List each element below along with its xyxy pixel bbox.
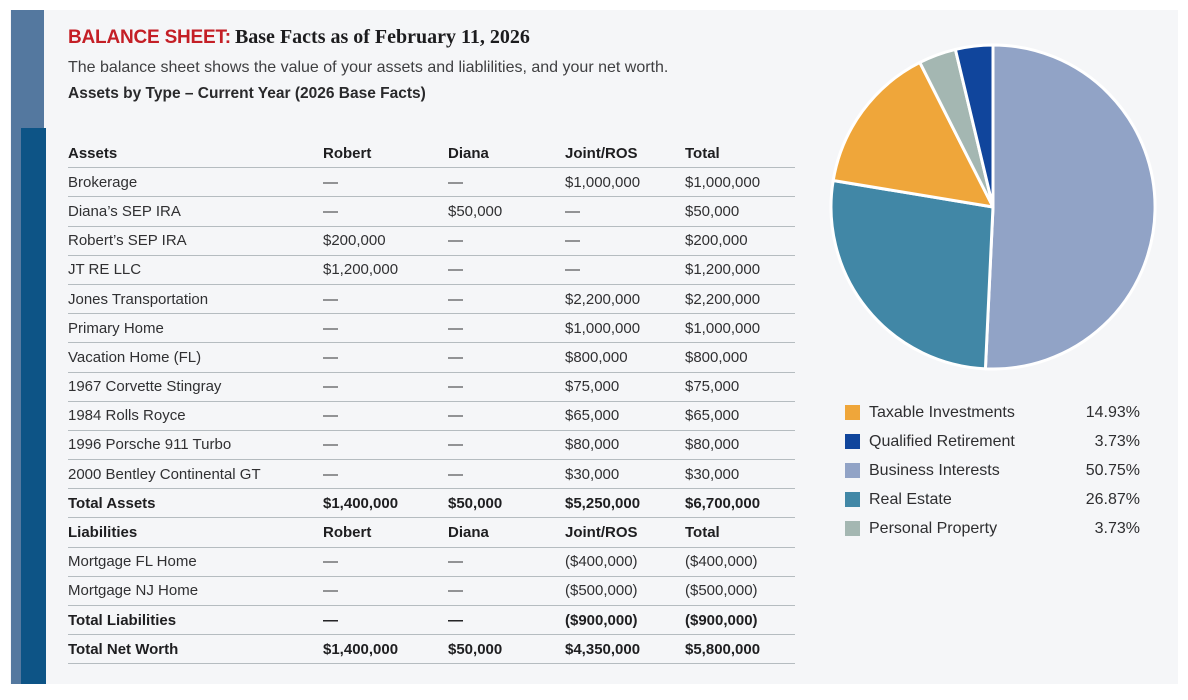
row-label-cell: Diana’s SEP IRA <box>68 197 323 226</box>
balance-table-body <box>68 139 795 664</box>
value-cell: $1,000,000 <box>565 314 685 343</box>
report-title-label: BALANCE SHEET: <box>68 27 231 48</box>
legend-percentage: 50.75% <box>1085 461 1140 479</box>
balance-table <box>68 139 795 664</box>
value-cell: ($500,000) <box>565 576 685 605</box>
legend-label: Personal Property <box>869 519 998 537</box>
value-cell: $1,400,000 <box>323 635 448 664</box>
row-label-cell: Mortgage FL Home <box>68 547 323 576</box>
value-cell: — <box>323 343 448 372</box>
value-cell: — <box>565 255 685 284</box>
report-title <box>68 26 530 49</box>
row-label-cell: Mortgage NJ Home <box>68 576 323 605</box>
value-cell: — <box>448 576 565 605</box>
value-cell: $50,000 <box>448 635 565 664</box>
value-cell: — <box>323 460 448 489</box>
value-cell: — <box>565 226 685 255</box>
row-label-cell: Total Net Worth <box>68 635 323 664</box>
table-row <box>68 576 795 605</box>
legend-swatch-icon <box>845 434 860 449</box>
value-cell: — <box>323 314 448 343</box>
row-label-cell: Jones Transportation <box>68 284 323 313</box>
value-cell: $75,000 <box>685 372 795 401</box>
value-cell: $1,000,000 <box>685 314 795 343</box>
legend-swatch-icon <box>845 521 860 536</box>
value-cell: — <box>448 314 565 343</box>
report-title-text: Base Facts as of February 11, 2026 <box>234 26 530 48</box>
table-row <box>68 430 795 459</box>
value-cell: $1,000,000 <box>565 168 685 197</box>
table-row <box>68 606 795 635</box>
column-header-cell: Joint/ROS <box>565 139 685 168</box>
row-label-cell: 1967 Corvette Stingray <box>68 372 323 401</box>
column-header-cell: Total <box>685 139 795 168</box>
value-cell: $4,350,000 <box>565 635 685 664</box>
pie-legend <box>845 398 1140 543</box>
value-cell: ($900,000) <box>565 606 685 635</box>
value-cell: — <box>448 168 565 197</box>
value-cell: $5,800,000 <box>685 635 795 664</box>
row-label-cell: Liabilities <box>68 518 323 547</box>
legend-percentage: 3.73% <box>1094 519 1140 537</box>
table-row <box>68 489 795 518</box>
legend-label: Business Interests <box>869 461 1000 479</box>
value-cell: — <box>323 430 448 459</box>
value-cell: — <box>323 168 448 197</box>
value-cell: — <box>448 606 565 635</box>
value-cell: ($400,000) <box>565 547 685 576</box>
legend-item <box>845 456 1140 485</box>
value-cell: $30,000 <box>565 460 685 489</box>
legend-item <box>845 485 1140 514</box>
value-cell: $1,200,000 <box>323 255 448 284</box>
value-cell: $80,000 <box>565 430 685 459</box>
value-cell: $75,000 <box>565 372 685 401</box>
table-header-row <box>68 139 795 168</box>
value-cell: $800,000 <box>565 343 685 372</box>
table-row <box>68 255 795 284</box>
table-row <box>68 547 795 576</box>
value-cell: — <box>323 547 448 576</box>
row-label-cell: Brokerage <box>68 168 323 197</box>
column-header-cell: Total <box>685 518 795 547</box>
value-cell: ($400,000) <box>685 547 795 576</box>
value-cell: — <box>448 284 565 313</box>
column-header-cell: Robert <box>323 518 448 547</box>
row-label-cell: Vacation Home (FL) <box>68 343 323 372</box>
row-label-cell: Total Assets <box>68 489 323 518</box>
row-label-cell: Total Liabilities <box>68 606 323 635</box>
column-header-cell: Diana <box>448 518 565 547</box>
row-label-cell: Assets <box>68 139 323 168</box>
legend-item <box>845 427 1140 456</box>
value-cell: — <box>323 606 448 635</box>
legend-label: Taxable Investments <box>869 403 1015 421</box>
legend-swatch-icon <box>845 492 860 507</box>
legend-percentage: 3.73% <box>1094 432 1140 450</box>
legend-label: Real Estate <box>869 490 952 508</box>
row-label-cell: 1996 Porsche 911 Turbo <box>68 430 323 459</box>
value-cell: $65,000 <box>685 401 795 430</box>
legend-swatch-icon <box>845 463 860 478</box>
value-cell: $2,200,000 <box>685 284 795 313</box>
value-cell: $200,000 <box>685 226 795 255</box>
value-cell: — <box>448 401 565 430</box>
value-cell: ($500,000) <box>685 576 795 605</box>
row-label-cell: 2000 Bentley Continental GT <box>68 460 323 489</box>
value-cell: — <box>448 343 565 372</box>
value-cell: $1,400,000 <box>323 489 448 518</box>
legend-item <box>845 514 1140 543</box>
value-cell: — <box>448 372 565 401</box>
table-row <box>68 226 795 255</box>
value-cell: $65,000 <box>565 401 685 430</box>
value-cell: $1,200,000 <box>685 255 795 284</box>
row-label-cell: JT RE LLC <box>68 255 323 284</box>
value-cell: $1,000,000 <box>685 168 795 197</box>
assets-pie-chart <box>827 41 1159 373</box>
row-label-cell: Primary Home <box>68 314 323 343</box>
column-header-cell: Diana <box>448 139 565 168</box>
legend-percentage: 26.87% <box>1085 490 1140 508</box>
value-cell: — <box>448 547 565 576</box>
table-row <box>68 284 795 313</box>
table-row <box>68 314 795 343</box>
row-label-cell: Robert’s SEP IRA <box>68 226 323 255</box>
value-cell: — <box>448 460 565 489</box>
value-cell: $30,000 <box>685 460 795 489</box>
row-label-cell: 1984 Rolls Royce <box>68 401 323 430</box>
pie-slice-business-interests <box>985 45 1155 369</box>
legend-item <box>845 398 1140 427</box>
value-cell: — <box>448 226 565 255</box>
table-row <box>68 343 795 372</box>
column-header-cell: Robert <box>323 139 448 168</box>
value-cell: — <box>323 284 448 313</box>
table-row <box>68 460 795 489</box>
value-cell: $2,200,000 <box>565 284 685 313</box>
table-header-row <box>68 518 795 547</box>
report-description: The balance sheet shows the value of your assets and liablilities, and your net worth. <box>68 59 669 76</box>
value-cell: $80,000 <box>685 430 795 459</box>
table-row <box>68 372 795 401</box>
section-title: Assets by Type – Current Year (2026 Base Facts) <box>68 85 426 102</box>
legend-label: Qualified Retirement <box>869 432 1015 450</box>
value-cell: — <box>448 255 565 284</box>
value-cell: — <box>565 197 685 226</box>
pie-slice-real-estate <box>831 181 993 369</box>
value-cell: $5,250,000 <box>565 489 685 518</box>
table-row <box>68 197 795 226</box>
column-header-cell: Joint/ROS <box>565 518 685 547</box>
value-cell: $50,000 <box>448 489 565 518</box>
value-cell: — <box>448 430 565 459</box>
value-cell: $6,700,000 <box>685 489 795 518</box>
value-cell: $50,000 <box>448 197 565 226</box>
value-cell: ($900,000) <box>685 606 795 635</box>
value-cell: — <box>323 197 448 226</box>
left-accent-bar-dark <box>21 128 46 684</box>
value-cell: — <box>323 372 448 401</box>
table-row <box>68 401 795 430</box>
value-cell: $800,000 <box>685 343 795 372</box>
legend-percentage: 14.93% <box>1085 403 1140 421</box>
value-cell: $50,000 <box>685 197 795 226</box>
table-row <box>68 168 795 197</box>
table-row <box>68 635 795 664</box>
value-cell: — <box>323 576 448 605</box>
value-cell: — <box>323 401 448 430</box>
legend-swatch-icon <box>845 405 860 420</box>
value-cell: $200,000 <box>323 226 448 255</box>
